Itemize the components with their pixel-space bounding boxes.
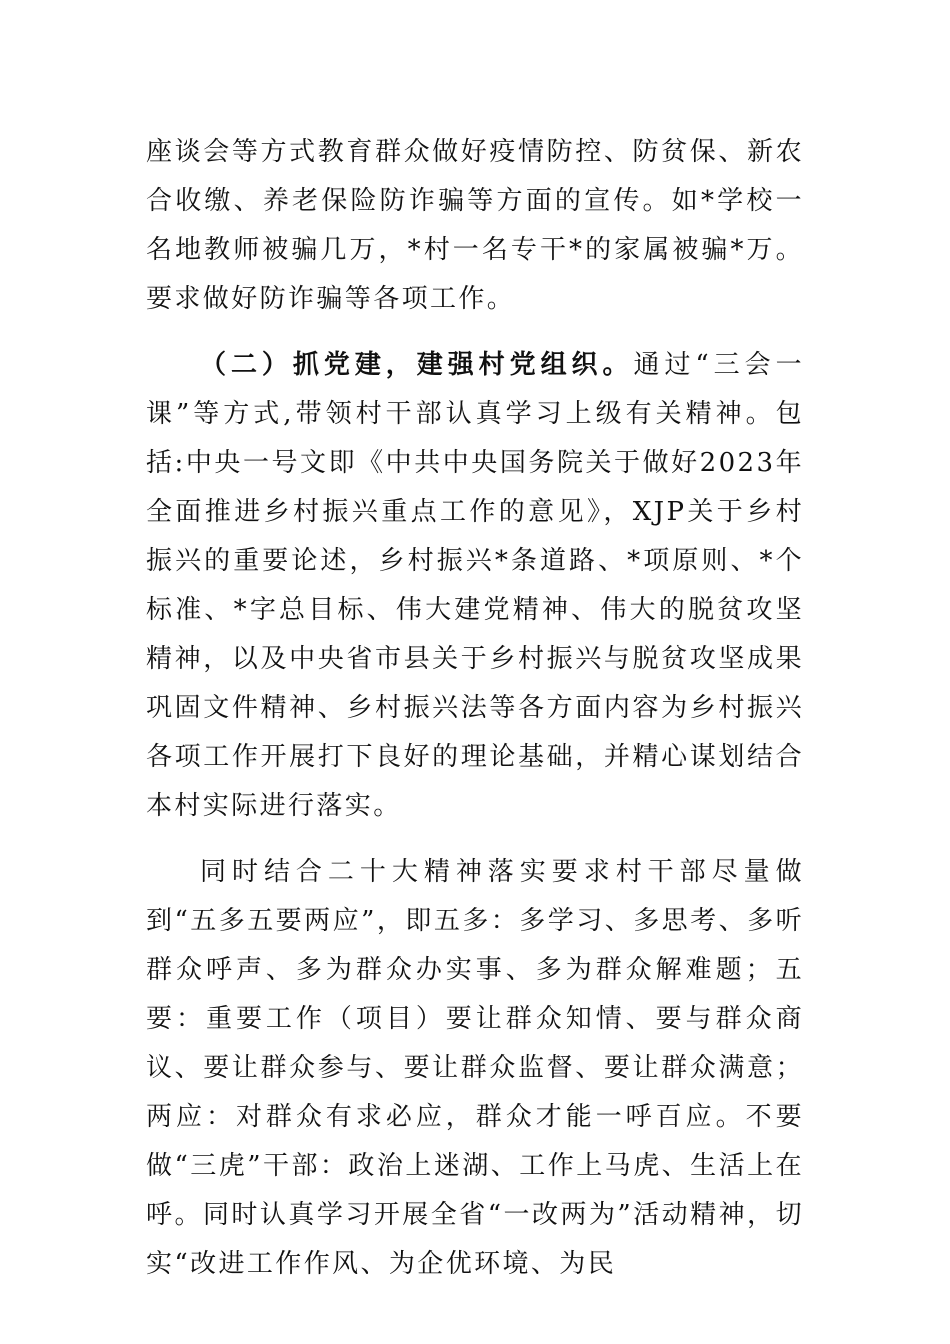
paragraph-3-text: 同时结合二十大精神落实要求村干部尽量做到“五多五要两应”，即五多：多学习、多思考、多听群众呼声、多为群众办实事、多为群众解难题；五要：重要工作（项目）要让群众知情、要与群众商议、要让群众参与、要让群众监督、要让群众满意；两应：对群众有求必应，群众才能一呼百应。不要做“三虎”干部：政治上迷湖、工作上马虎、生活上在呼。同时认真学习开展全省“一改两为”活动精神，切实“改进工作作风、为企优环境、为民: [146, 857, 804, 1279]
paragraph-2: [146, 341, 804, 831]
paragraph-1-text: 座谈会等方式教育群众做好疫情防控、防贫保、新农合收缴、养老保险防诈骗等方面的宣传。如*学校一名地教师被骗几万，*村一名专干*的家属被骗*万。要求做好防诈骗等各项工作。: [146, 137, 804, 314]
section-heading: （二）抓党建，建强村党组织。: [200, 350, 634, 380]
paragraph-2-text: 通过“三会一课”等方式,带领村干部认真学习上级有关精神。包括:中央一号文即《中共中央国务院关于做好2023年全面推进乡村振兴重点工作的意见》，XJP关于乡村振兴的重要论述，乡村振兴*条道路、*项原则、*个标准、*字总目标、伟大建党精神、伟大的脱贫攻坚精神，以及中央省市县关于乡村振兴与脱贫攻坚成果巩固文件精神、乡村振兴法等各方面内容为乡村振兴各项工作开展打下良好的理论基础，并精心谋划结合本村实际进行落实。: [146, 350, 804, 821]
paragraph-3: [146, 848, 804, 1289]
document-page: [146, 128, 804, 1289]
paragraph-1: [146, 128, 804, 324]
